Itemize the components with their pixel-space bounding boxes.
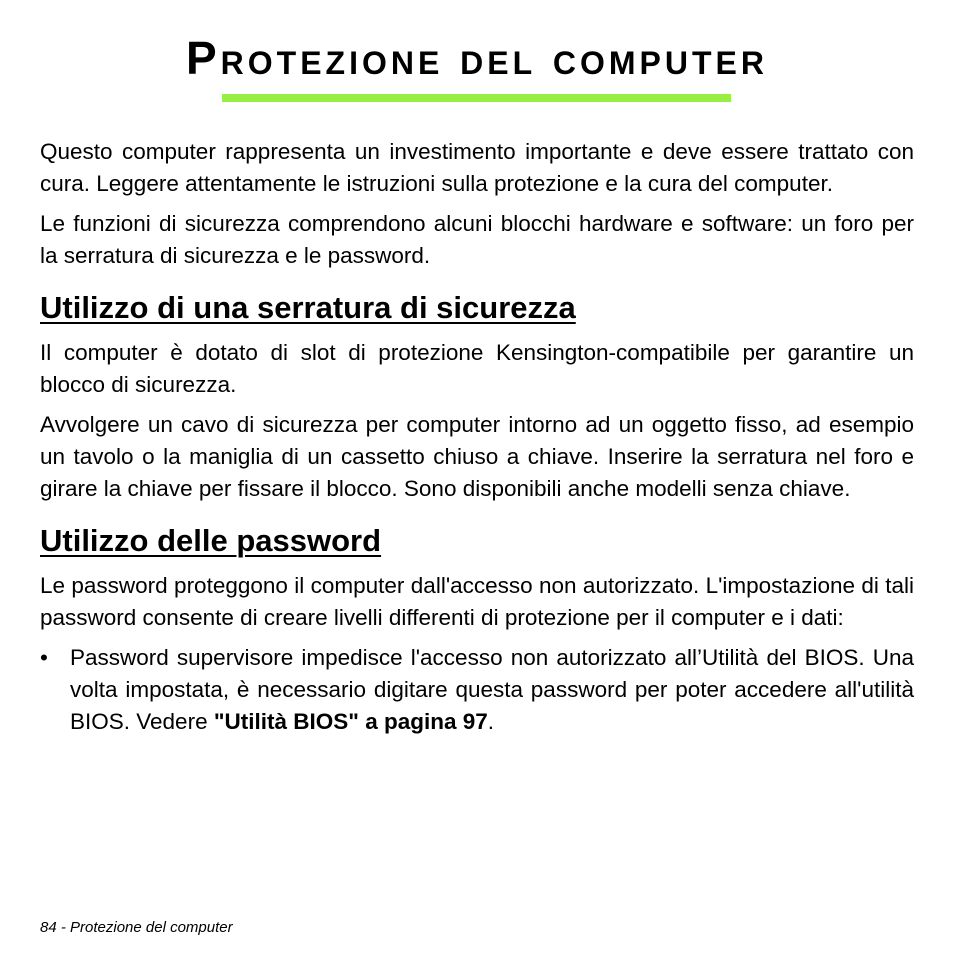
page-content <box>40 136 914 738</box>
lock-paragraph-1: Il computer è dotato di slot di protezione Kensington-compatibile per garantire un blocco di sicurezza. <box>40 340 914 397</box>
bios-cross-reference-link[interactable]: "Utilità BIOS" a pagina 97 <box>213 709 488 734</box>
section-heading-password: Utilizzo delle password <box>40 523 382 558</box>
page-footer: 84 - Protezione del computer <box>40 919 233 936</box>
intro-paragraph-2: Le funzioni di sicurezza comprendono alcuni blocchi hardware e software: un foro per la serratura di sicurezza e le password. <box>40 211 914 268</box>
intro-paragraph-1: Questo computer rappresenta un investimento importante e deve essere trattato con cura. Leggere attentamente le istruzioni sulla protezione e la cura del computer. <box>40 139 914 196</box>
bullet-icon: • <box>40 645 48 670</box>
lock-paragraph-2: Avvolgere un cavo di sicurezza per computer intorno ad un oggetto fisso, ad esempio un tavolo o la maniglia di un cassetto chiuso a chiave. Inserire la serratura nel foro e girare la chiave per fissare il blocco. Sono disponibili anche modelli senza chiave. <box>40 412 914 501</box>
bullet-end: . <box>487 709 495 734</box>
password-bullet-list <box>40 642 914 738</box>
section-heading-lock: Utilizzo di una serratura di sicurezza <box>40 290 576 325</box>
title-underline-bar <box>222 94 731 102</box>
password-paragraph-1: Le password proteggono il computer dall'accesso non autorizzato. L'impostazione di tali password consente di creare livelli differenti di protezione per il computer e i dati: <box>40 573 914 630</box>
page-title: Protezione del computer <box>185 32 769 84</box>
list-item <box>40 642 914 738</box>
bullet-text: Password supervisore impedisce l'accesso non autorizzato all’Utilità del BIOS. Una volta impostata, è necessario digitare questa password per poter accedere all'utilità BIOS. Vedere <box>70 645 914 734</box>
